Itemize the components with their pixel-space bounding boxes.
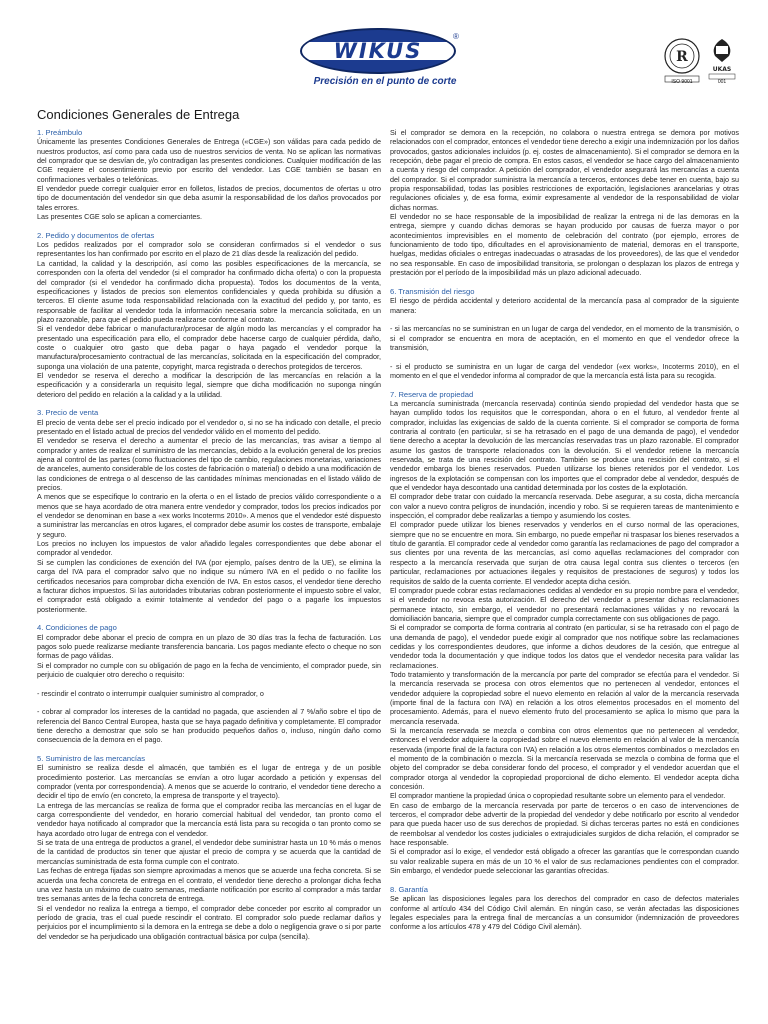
paragraph: La mercancía suministrada (mercancía reservada) continúa siendo propiedad del vendedor hasta que se hayan cumplido todos los requisitos que le correspondan, ahora o en el futuro, al vendedor frente al comprador, incluidas las exigencias de saldo de la cuenta corriente. Si el comprador se comporta de forma contraria al contrato (en particular, si se ha retrasado en el pago de una demanda de pago), el vendedor tiene derecho a aceptar la devolución de las mercancías reservadas tras un plazo razonable. El comprador asume los gastos de transporte relacionados con la devolución. Si el vendedor retiene la mercancía reservada, se trata de una rescisión del contrato. También se produce una rescisión del contrato, si el vendedor embarga los bienes reservados. Pueden utilizarse los bienes retenidos por el vendedor. Los ingresos de la explotación se compensan con los importes que el comprador debe al vendedor, después de que el vendedor haya descontado una cantidad determinada por los costes de la explotación. <box>390 398 739 493</box>
paragraph: El vendedor no se hace responsable de la imposibilidad de realizar la entrega ni de las demoras en la entrega, siempre y cuando dichas demoras se hayan producido por causas de fuerza mayor o por acontecimientos imprevisibles en el momento de celebración del contrato (por ejemplo, errores de funcionamiento de todo tipo, dificultades en el aprovisionamiento de material, demoras en el transporte, huelgas, medidas oficiales o entregas inadecuadas o atrasadas de los proveedores), de las que el vendedor no sea responsable. En caso de imposibilidad transitoria, se prolongan o desplazan los plazos de entrega y prestación por el período de la imposibilidad más un plazo adicional adecuado. <box>390 212 739 278</box>
list-gap <box>37 679 381 688</box>
section-heading-suministro: 5. Suministro de las mercancías <box>37 754 146 764</box>
paragraph: Si el vendedor debe fabricar o manufacturar/procesar de algún modo las mercancías y el comprador ha presentado una especificación para ello, el comprador debe hacerse cargo de cualquier pérdida, daño, coste o cualquier otro gasto que deba pagar o haya pagado el vendedor porque la manufactura/procesamiento contractual de las mercancías, solicitada en la especificación del comprador, suponga una violación de una patente, copyright, marca registrada o derechos protegidos de terceros. <box>37 324 381 371</box>
section-gap <box>37 614 381 623</box>
paragraph: El comprador debe abonar el precio de compra en un plazo de 30 días tras la fecha de facturación. Los pagos solo puede realizarse mediante transferencia bancaria. Los pagos mediante efecto o cheque no son formas de pago válidas. <box>37 632 381 661</box>
paragraph: El precio de venta debe ser el precio indicado por el vendedor o, si no se ha indicado con detalle, el precio presentado en el listado actual de precios del vendedor válido en el momento del pedido. <box>37 417 381 436</box>
paragraph: El vendedor se reserva el derecho a modificar la descripción de las mercancías en relación a la especificación y a considerarla un requisito legal, siempre que dicha modificación no suponga ningún deterioro del pedido en relación a la calidad y a la utilidad. <box>37 370 381 399</box>
section-heading-pedido: 2. Pedido y documentos de ofertas <box>37 230 155 240</box>
iso-label: ISO 9001 <box>671 79 693 85</box>
paragraph: Las presentes CGE solo se aplican a comerciantes. <box>37 212 202 222</box>
section-gap <box>390 876 739 885</box>
document-title: Condiciones Generales de Entrega <box>37 107 240 122</box>
paragraph: La entrega de las mercancías se realiza de forma que el comprador reciba las mercancías en el lugar de carga correspondiente del vendedor, en horario comercial habitual del vendedor, tan pronto como el vendedor haya notificado al comprador que la mercancía está lista para su recogida o tan pronto como se haya acordado otro lugar de entrega con el vendedor. <box>37 800 381 838</box>
section-gap <box>390 380 739 389</box>
paragraph: Si el comprador así lo exige, el vendedor está obligado a ofrecer las garantías que le correspondan cuando su valor realizable supera en más de un 10 % el valor de sus reclamaciones pendientes con el comprador. Sin embargo, el vendedor puede seleccionar las garantías ofrecidas. <box>390 847 739 876</box>
paragraph: Si el comprador se demora en la recepción, no colabora o nuestra entrega se demora por motivos relacionados con el comprador, entonces el vendedor tiene derecho a exigir una indemnización por los daños provocados, gastos adicionales incluidos (p. ej. costes de almacenamiento). Si el comprador se demora en la recepción, debe pagar el precio de compra. En estos casos, el vendedor se hace cargo del almacenamiento a cuenta y riesgo del comprador. A petición del comprador, el vendedor asegurará las mercancías a cuenta del comprador. Si el comprador suministra la mercancía a terceros, entonces debe tener en cuenta, bajo su propia responsabilidad, todas las posibles restricciones de exportación, legislaciones arancelarias y otras regulaciones oficiales y, de esa forma, eximir expresamente al vendedor de la responsabilidad de violar dichas normas. <box>390 128 739 212</box>
wikus-logo <box>300 28 456 74</box>
page-header <box>0 0 768 98</box>
left-column <box>37 128 381 941</box>
paragraph: El comprador puede cobrar estas reclamaciones cedidas al vendedor en su propio nombre para el vendedor, si el vendedor no revoca esta autorización. El derecho del vendedor a presentar dichas reclamaciones permanece intacto, sin embargo, el vendedor no presentará reclamaciones válidas y no revocará la domiciliación bancaria, siempre que el comprador cumpla correctamente con sus obligaciones de pago. <box>390 585 739 623</box>
brand-tagline: Precisión en el punto de corte <box>313 76 457 87</box>
paragraph: La cantidad, la calidad y la descripción, así como las posibles especificaciones de la mercancía, se corresponden con la oferta del vendedor (si el comprador ha confirmado dicha oferta) o con la propuesta del comprador (si el vendedor ha confirmado dicha propuesta). Todos los documentos de la venta, especificaciones y listados de precios son elementos confidenciales y queda prohibida su difusión a terceros. El cliente asume toda responsabilidad relacionada con la exactitud del pedido y, por tanto, es responsable de facilitar al vendedor toda la información necesaria sobre la mercancía solicitada, en un plazo razonable, para que el pedido pueda realizarse conforme al contrato. <box>37 258 381 324</box>
paragraph: Todo tratamiento y transformación de la mercancía por parte del comprador se efectúa para el vendedor. Si la mercancía reservada se procesa con otros elementos que no pertenecen al vendedor, entonces el vendedor adquiere la copropiedad sobre el nuevo elemento en relación al valor de la mercancía reservada (importe final de la factura con IVA) en relación a los otros elementos procesados en el momento del procesamiento. Además, para el nuevo elemento fruto del procesamiento se aplica lo mismo que para la mercancía reservada. <box>390 669 739 726</box>
list-gap <box>390 352 739 361</box>
list-item: - si las mercancías no se suministran en un lugar de carga del vendedor, en el momento de la transmisión, o si el comprador se encuentra en mora de aceptación, en el momento en que el vendedor ofrece la transmisión, <box>390 324 739 352</box>
list-gap <box>390 315 739 324</box>
paragraph: Si el comprador no cumple con su obligación de pago en la fecha de vencimiento, el comprador puede, sin perjuicio de cualquier otro derecho o requisito: <box>37 660 381 679</box>
section-heading-pago: 4. Condiciones de pago <box>37 623 117 633</box>
paragraph: Los pedidos realizados por el comprador solo se consideran confirmados si el vendedor o sus representantes los han confirmado por escrito en el plazo de 21 días desde la realización del pedido. <box>37 240 381 259</box>
right-column <box>390 128 739 932</box>
section-heading-riesgo: 6. Transmisión del riesgo <box>390 286 475 296</box>
paragraph: Si se cumplen las condiciones de exención del IVA (por ejemplo, países dentro de la UE), se elimina la carga del IVA para el comprador salvo que no indique su número IVA en el pedido o no facilite los certificados necesarios para comprobar dicha exención de IVA. En estos casos, el vendedor tiene derecho a facturar dichos impuestos. Si las autoridades tributarias cobran posteriormente el impuesto sobre el valor, el comprador está obligado a eximir totalmente al vendedor del pago o a pagarle los impuestos posteriormente. <box>37 557 381 614</box>
section-heading-garantia: 8. Garantía <box>390 884 428 894</box>
paragraph: El vendedor puede corregir cualquier error en folletos, listados de precios, documentos de ofertas u otro tipo de documentación del vendedor sin que deba asumir la responsabilidad de los daños provocados por tales errores. <box>37 184 381 212</box>
paragraph: El comprador mantiene la propiedad única o copropiedad resultante sobre un elemento para el vendedor. <box>390 791 726 801</box>
section-heading-reserva: 7. Reserva de propiedad <box>390 389 474 399</box>
iso-9001-certification-icon <box>661 36 703 86</box>
paragraph: Si se trata de una entrega de productos a granel, el vendedor debe suministrar hasta un 10 % más o menos de la cantidad de productos sin tener que ajustar el precio de compra y se acuerda que la cantidad de mercancías suministrada de esta forma cumple con el contrato. <box>37 838 382 866</box>
list-gap <box>37 698 381 707</box>
section-gap <box>390 278 739 287</box>
paragraph: El suministro se realiza desde el almacén, que también es el lugar de entrega y de un posible procedimiento posterior. Las mercancías se envían a otro lugar acordado a petición y expensas del comprador (venta por correspondencia). A menos que se acuerde lo contrario, el vendedor tiene derecho a decidir el tipo de envío (en concreto, la empresa de transporte y el trayecto). <box>37 763 381 801</box>
paragraph: Si la mercancía reservada se mezcla o combina con otros elementos que no pertenecen al vendedor, entonces el vendedor adquiere la copropiedad sobre el nuevo elemento en relación al valor de la mercancía reservada (importe final de la factura con IVA) en relación a los otros elementos combinados o mezclados en el momento de la combinación o mezcla. Si la mercancía reservada se mezcla o combina de forma que el objeto del comprador se deba considerar fondo del proceso, el comprador y el vendedor acuerdan que el comprador otorga al vendedor la copropiedad proporcional de dicho elemento. El vendedor acepta dicha concesión. <box>390 726 739 792</box>
paragraph: El vendedor se reserva el derecho a aumentar el precio de las mercancías, tras avisar a tiempo al comprador y antes de realizar el suministro de las mercancías, debido a la evolución general de los precios ajena al control de las partes (como fluctuaciones del tipo de cambio, regulaciones monetarias, variaciones de aranceles, aumento considerable de los costes de fabricación o material) o debido a una modificación de las condiciones de entrega o al descenso de las cantidades mínimas mencionadas en el listado válido de precios. <box>37 436 382 493</box>
paragraph: El comprador puede utilizar los bienes reservados y venderlos en el curso normal de las operaciones, siempre que no se encuentre en mora. Sin embargo, no puede empeñar ni traspasar los bienes reservados a título de garantía. El comprador cede al vendedor como garantía las reclamaciones de pago del comprador a sus clientes por una reventa de las mercancías, así como aquellas reclamaciones del comprador con respecto a la mercancía reservada que surjan de otra causa legal contra sus clientes o terceros (en particular, reclamaciones por actuaciones ilegales y requisitos de prestaciones de seguros) y todos los requisitos de saldo de la cuenta corriente. El vendedor acepta dicha cesión. <box>390 520 739 586</box>
paragraph: Si el comprador se comporta de forma contraria al contrato (en particular, si se ha retrasado con el pago de una demanda de pago), el vendedor puede exigir al comprador que nos notifique sobre las reclamaciones cedidas y los correspondientes deudores, que informe a dichos deudores de la cesión, que entregue al vendedor toda la documentación y que indique todos los datos que el vendedor necesita para validar las reclamaciones. <box>390 623 739 670</box>
list-item: - si el producto se suministra en un lugar de carga del vendedor («ex works», Incoterms 2010), en el momento en el que el vendedor informa al comprador de que la mercancía está lista para su recogida. <box>390 361 739 380</box>
section-gap <box>37 221 381 230</box>
list-item: - rescindir el contrato o interrumpir cualquier suministro al comprador, o <box>37 688 264 698</box>
logo-wordmark: WIKUS <box>333 39 423 63</box>
paragraph: Los precios no incluyen los impuestos de valor añadido legales correspondientes que debe abonar el comprador al vendedor. <box>37 539 381 558</box>
list-item: - cobrar al comprador los intereses de la cantidad no pagada, que ascienden al 7 %/año sobre el tipo de referencia del Banco Central Europea, hasta que se haya pagado definitiva y completamente. El comprador tiene derecho a demostrar que solo se han producido pequeños daños o, incluso, ningún daño como consecuencia de la demora en el pago. <box>37 707 381 745</box>
ukas-number: 001 <box>717 79 727 85</box>
section-gap <box>37 399 381 408</box>
section-heading-preambulo: 1. Preámbulo <box>37 128 83 137</box>
paragraph: El riesgo de pérdida accidental y deterioro accidental de la mercancía pasa al comprador de la siguiente manera: <box>390 296 739 315</box>
paragraph: A menos que se especifique lo contrario en la oferta o en el listado de precios válido correspondiente o a menos que se haya acordado de otra manera entre vendedor y comprador, todos los precios indicados por el vendedor se denominan en base a «ex works Incoterms 2010». A menos que el vendedor esté dispuesto a suministrar las mercancías en otros lugares, el comprador debe asumir los costes de transporte, embalaje y seguro. <box>37 492 381 539</box>
paragraph: El comprador debe tratar con cuidado la mercancía reservada. Debe asegurar, a su costa, dicha mercancía con valor a nuevo contra peligros de inundación, incendio y robo. Si se requieren tareas de mantenimiento e inspección, el comprador debe realizarlas a tiempo y asumiendo los costes. <box>390 492 739 521</box>
paragraph: En caso de embargo de la mercancía reservada por parte de terceros o en caso de intervenciones de terceros, el comprador debe advertir de la propiedad del vendedor y debe notificarlo por escrito al vendedor para que pueda hacer uso de sus derechos de propiedad. Si dichas terceras partes no está en condiciones de reembolsar al vendedor los costes judiciales o extrajudiciales surgidos de dicha relación, el comprador se hace responsable. <box>390 800 739 848</box>
paragraph: Únicamente las presentes Condiciones Generales de Entrega («CGE») son válidas para cada pedido de nuestros productos, así como para cada uso de nuestros servicios de venta. No se aplican las normativas del comprador que se desvían de, y/o contradigan las presentes condiciones. Cualquier modificación de las CGE requiere el consentimiento previo por escrito del vendedor. Las CGE también se basan en confirmaciones verbales o telefónicas. <box>37 137 381 184</box>
ukas-certification-icon <box>706 36 738 86</box>
paragraph: Se aplican las disposiciones legales para los derechos del comprador en caso de defectos materiales conforme al artículo 434 del Código Civil alemán. En ningún caso, se verán afectadas las disposiciones legales especiales para la entrega final de mercancías a un consumidor (indemnización de proveedores conforme a los artículos 478 y 479 del Código Civil alemán). <box>390 894 739 932</box>
section-gap <box>37 745 381 754</box>
registered-mark: ® <box>453 32 459 41</box>
section-heading-precio: 3. Precio de venta <box>37 408 99 418</box>
svg-text:UKAS: UKAS <box>712 66 732 73</box>
paragraph: Las fechas de entrega fijadas son siempre aproximadas a menos que se acuerde una fecha concreta. Si se acuerda una fecha concreta de entrega en el contrato, el vendedor tiene derecho a prolongar dicha fecha una vez hasta un máximo de cuatro semanas, mediante notificación por escrito al comprador a más tardar tres semanas antes de la fecha concreta de entrega. <box>37 866 381 904</box>
paragraph: Si el vendedor no realiza la entrega a tiempo, el comprador debe conceder por escrito al comprador un período de gracia, tras el cual puede rescindir el contrato. El comprador solo puede reclamar daños y perjuicios por el incumplimiento si la demora en la entrega se debe a dolo o negligencia grave o si por parte del vendedor se ha perjudicado una obligación contractual básica por culpa (sencilla). <box>37 903 381 941</box>
svg-text:R: R <box>676 49 688 65</box>
